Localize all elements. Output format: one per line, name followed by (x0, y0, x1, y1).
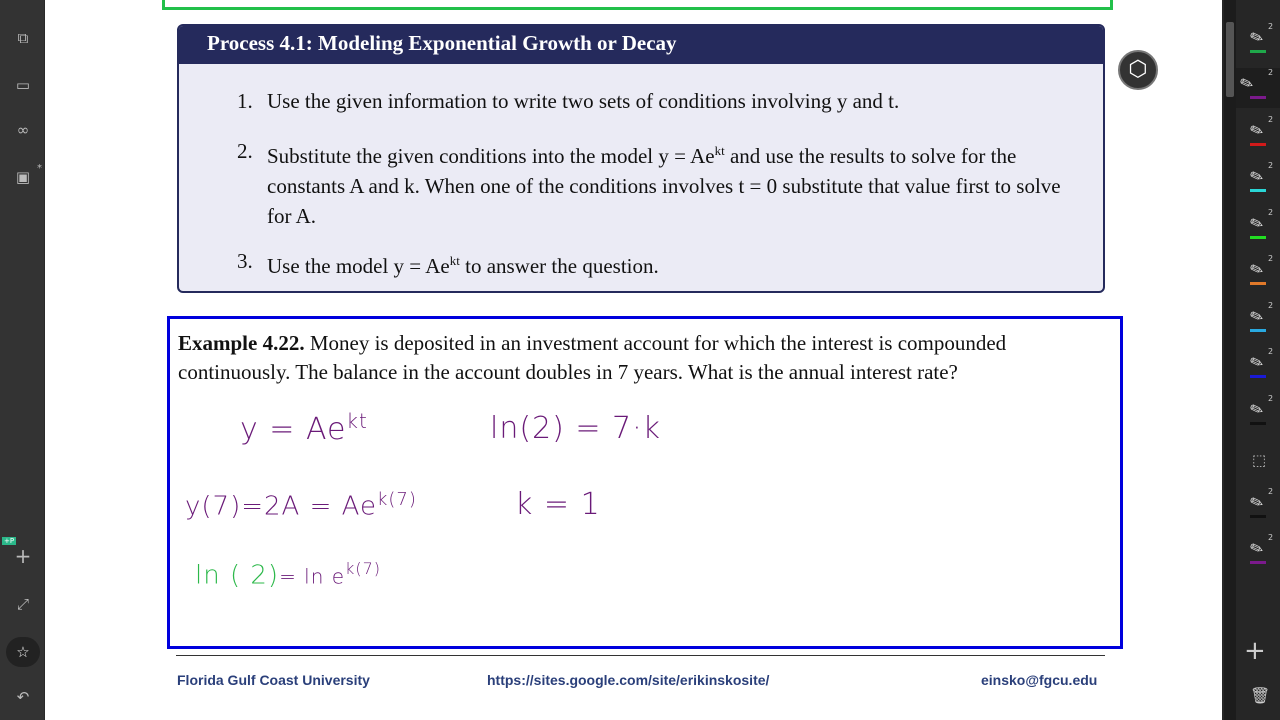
binoculars-icon[interactable]: ∞ (16, 121, 30, 139)
step-number: 3. (237, 249, 253, 273)
pen-icon: ✎ (1247, 258, 1267, 281)
keyboard-icon[interactable]: ▭ (15, 76, 31, 94)
pen-color-swatch (1250, 375, 1266, 378)
pen-icon: ✎ (1247, 212, 1267, 235)
handwriting-line (195, 559, 381, 591)
pen-icon: ✎ (1247, 305, 1267, 328)
pen-color-swatch (1250, 515, 1266, 518)
pen-tool[interactable] (1246, 347, 1276, 387)
pen-size: 2 (1268, 301, 1274, 310)
footer-email[interactable]: einsko@fgcu.edu (981, 672, 1098, 688)
pen-size: 2 (1268, 533, 1274, 542)
pen-size: 2 (1268, 161, 1274, 170)
pen-tool[interactable] (1246, 161, 1276, 201)
ink: k = 1 (515, 487, 601, 522)
handwriting-line (185, 489, 417, 522)
undo-gesture-icon[interactable]: ↶ (16, 688, 30, 706)
example-label: Example 4.22. (178, 331, 305, 355)
pen-color-swatch (1250, 189, 1266, 192)
scrollbar[interactable] (1224, 0, 1236, 720)
process-step (237, 246, 1087, 281)
ink-green: ln ( 2) (195, 560, 280, 591)
pen-tool[interactable] (1246, 254, 1276, 294)
scrollbar-thumb[interactable] (1226, 22, 1234, 97)
step-number: 1. (237, 89, 253, 113)
pen-tool[interactable] (1246, 22, 1276, 62)
process-box (177, 24, 1105, 293)
footer-university: Florida Gulf Coast University (177, 672, 370, 688)
ink: = ln e (279, 564, 346, 589)
settings-button[interactable] (1118, 50, 1158, 90)
process-title: Process 4.1: Modeling Exponential Growth or Decay (179, 26, 1103, 64)
fullscreen-icon[interactable]: ⤢ (16, 595, 29, 613)
pen-color-swatch (1250, 143, 1266, 146)
ink: y = Ae (240, 412, 347, 447)
pen-color-swatch (1250, 329, 1266, 332)
step-text: Use the model y = Ae (267, 254, 450, 278)
example-text (178, 329, 1118, 387)
pen-color-swatch (1250, 96, 1266, 99)
ink: y(7)=2A = Ae (185, 491, 377, 522)
pen-tool[interactable] (1236, 68, 1280, 108)
handwriting-line (490, 411, 661, 446)
pen-icon: ✎ (1247, 398, 1267, 421)
pen-color-swatch (1250, 282, 1266, 285)
pen-size: 2 (1268, 22, 1274, 31)
add-page-badge: +P (4, 537, 15, 545)
step-text: to answer the question. (459, 254, 659, 278)
pages-icon[interactable]: ⧉ (17, 29, 29, 47)
pen-tool[interactable] (1246, 394, 1276, 434)
pen-icon: ✎ (1247, 351, 1267, 374)
pen-icon: ✎ (1247, 165, 1267, 188)
lasso-select-icon[interactable]: ⬚ (1251, 451, 1267, 469)
exponent: kt (449, 253, 460, 268)
pen-color-swatch (1250, 50, 1266, 53)
save-icon[interactable]: ▣ * (10, 164, 36, 190)
process-step (237, 136, 1087, 231)
pen-size: 2 (1268, 254, 1274, 263)
example-body: Money is deposited in an investment account for which the interest is compounded continuously. The balance in the account doubles in 7 years. What is the annual interest rate? (178, 331, 1007, 384)
previous-box-border (162, 0, 1113, 10)
pen-size: 2 (1268, 208, 1274, 217)
left-toolbar (0, 0, 45, 720)
pen-color-swatch (1250, 422, 1266, 425)
step-text: Use the given information to write two sets of conditions involving y and t. (267, 89, 900, 113)
pen-icon: ✎ (1247, 537, 1267, 560)
handwriting-line (515, 487, 601, 522)
pen-icon: ✎ (1247, 119, 1267, 142)
footer-divider (176, 655, 1105, 656)
ink: ln(2) = 7·k (490, 411, 662, 446)
pen-icon: ✎ (1237, 72, 1257, 95)
pen-size: 2 (1268, 487, 1274, 496)
pen-tool[interactable] (1246, 208, 1276, 248)
favorite-star-icon[interactable]: ☆ (6, 637, 40, 667)
exponent: kt (714, 143, 725, 158)
save-badge: * (37, 163, 42, 174)
pen-icon: ✎ (1247, 491, 1267, 514)
add-tool-button[interactable]: + (1244, 636, 1266, 666)
pen-tool[interactable] (1246, 533, 1276, 573)
step-text: and use the results to solve for the constants A and k. When one of the conditions involves t = 0 substitute that value first to solve for A. (267, 144, 1061, 228)
example-box (167, 316, 1123, 649)
pen-color-swatch (1250, 561, 1266, 564)
step-number: 2. (237, 139, 253, 163)
pen-size: 2 (1268, 68, 1274, 77)
pen-tool[interactable] (1246, 487, 1276, 527)
pen-size: 2 (1268, 115, 1274, 124)
ink: k(7) (345, 559, 382, 578)
pen-color-swatch (1250, 236, 1266, 239)
pen-size: 2 (1268, 394, 1274, 403)
step-text: Substitute the given conditions into the model y = Ae (267, 144, 715, 168)
handwriting-line (240, 409, 368, 447)
footer-url[interactable]: https://sites.google.com/site/erikinskosite/ (487, 672, 770, 688)
trash-icon[interactable]: 🗑 (1250, 686, 1271, 705)
pen-tool[interactable] (1246, 301, 1276, 341)
ink: kt (346, 409, 368, 433)
pen-tool[interactable] (1246, 115, 1276, 155)
process-step (237, 86, 1087, 116)
pen-icon: ✎ (1247, 26, 1267, 49)
hexagon-settings-icon: ⬡ (1128, 57, 1148, 82)
add-page-icon[interactable]: + (14, 544, 32, 568)
ink: k(7) (376, 489, 417, 510)
pen-size: 2 (1268, 347, 1274, 356)
